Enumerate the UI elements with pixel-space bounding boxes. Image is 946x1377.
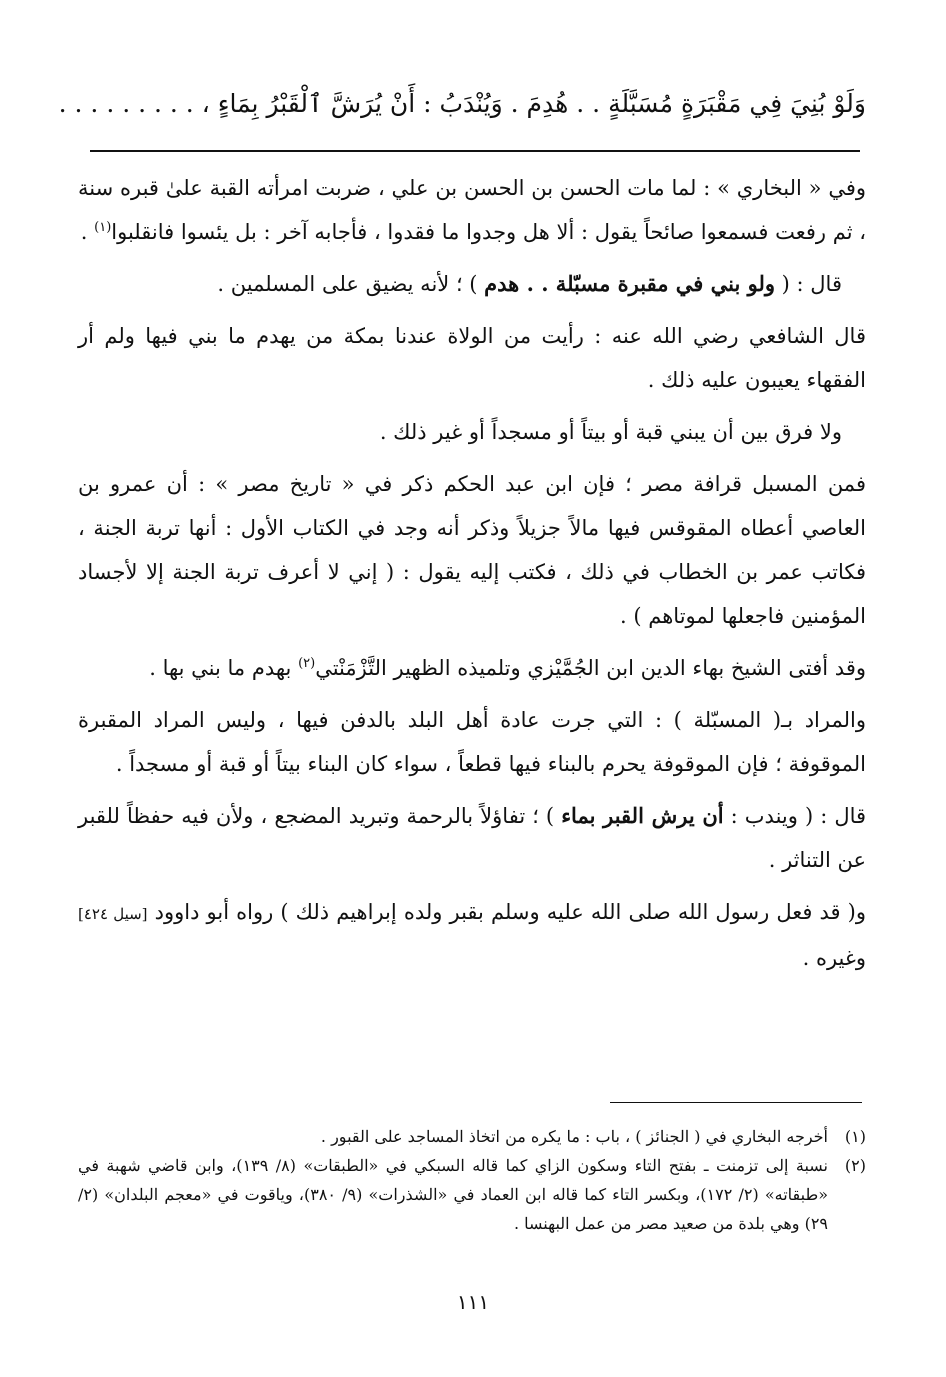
header-divider	[90, 150, 860, 152]
paragraph-6-text: وقد أفتى الشيخ بهاء الدين ابن الجُمَّيْزي وتلميذه الظهير التَّزْمَنْتي	[315, 656, 866, 680]
footnotes	[78, 1122, 866, 1238]
footnote-ref-2[interactable]: (٢)	[298, 656, 316, 671]
footnote-number: (١)	[844, 1127, 866, 1146]
footnote-1	[78, 1122, 866, 1151]
footnote-ref-1[interactable]: (١)	[94, 220, 112, 235]
header-dots: . . . . . . . . .	[58, 89, 194, 118]
paragraph-9-end: وغيره .	[802, 946, 866, 970]
paragraph-4: ولا فرق بين أن يبني قبة أو بيتاً أو مسجداً أو غير ذلك .	[379, 420, 842, 444]
paragraph-2-post: ) ؛ لأنه يضيق على المسلمين .	[217, 272, 485, 296]
paragraph-5: فمن المسبل قرافة مصر ؛ فإن ابن عبد الحكم ذكر في « تاريخ مصر » : أن عمرو بن العاصي أعطاه المقوقس فيها مالاً جزيلاً وذكر أنه وجد في الكتاب الأول : أنها تربة الجنة ، فكاتب عمر بن الخطاب في ذلك ، فكتب إليه يقول : ( إني لا أعرف تربة الجنة إلا لأجساد المؤمنين فاجعلها لموتاهم ) .	[78, 472, 866, 628]
page-number: ١١١	[456, 1290, 490, 1314]
matn-header-text: وَلَوْ بُنِيَ فِي مَقْبَرَةٍ مُسَبَّلَةٍ . . هُدِمَ . وَيُنْدَبُ : أَنْ يُرَشَّ ٱلْقَبْرُ بِمَاءٍ ،	[201, 89, 866, 118]
paragraph-1-text: وفي « البخاري » : لما مات الحسن بن الحسن بن علي ، ضربت امرأته القبة علىٰ قبره سنة ، ثم رفعت فسمعوا صائحاً يقول : ألا هل وجدوا ما فقدوا ، فأجابه آخر : بل يئسوا فانقلبوا	[78, 176, 866, 244]
commentary-body	[78, 166, 866, 980]
footnote-text: نسبة إلى تزمنت ـ بفتح التاء وسكون الزاي كما قاله السبكي في «الطبقات» (٨/ ١٣٩)، وابن قاضي شهبة في «طبقاته» (٢/ ١٧٢)، وبكسر التاء كما قاله ابن العماد في «الشذرات» (٩/ ٣٨٠)، وياقوت في «معجم البلدان» (٢/ ٢٩) وهي بلدة من صعيد مصر من عمل البهنسا .	[78, 1156, 829, 1233]
paragraph-8-post: ) ؛ تفاؤلاً بالرحمة وتبريد المضجع ، ولأن فيه حفظاً للقبر عن التناثر .	[78, 804, 866, 872]
paragraph-3: قال الشافعي رضي الله عنه : رأيت من الولاة عندنا بمكة من يهدم ما بني فيها ولم أر الفقهاء يعيبون عليه ذلك .	[78, 324, 866, 392]
paragraph-2-pre: قال : (	[775, 272, 842, 296]
paragraph-8	[78, 794, 866, 882]
paragraph-2	[78, 262, 866, 306]
matn-quote-2: أن يرش القبر بماء	[561, 803, 724, 828]
paragraph-1	[78, 166, 866, 254]
paragraph-8-pre: قال : ( ويندب :	[723, 804, 867, 828]
footnote-text: أخرجه البخاري في ( الجنائز ) ، باب : ما يكره من اتخاذ المساجد على القبور .	[320, 1127, 828, 1146]
footnote-2	[78, 1151, 866, 1238]
paragraph-9	[78, 890, 866, 980]
footnote-divider	[610, 1102, 862, 1103]
paragraph-7: والمراد بـ( المسبّلة ) : التي جرت عادة أهل البلد بالدفن فيها ، وليس المراد المقبرة الموقوفة ؛ فإن الموقوفة يحرم بالبناء فيها قطعاً ، سواء كان البناء بيتاً أو قبة أو مسجداً .	[78, 708, 866, 776]
paragraph-6-end: بهدم ما بني بها .	[149, 656, 299, 680]
matn-quote-1: ولو بني في مقبرة مسبّلة . . هدم	[484, 271, 775, 296]
paragraph-6	[78, 646, 866, 690]
hadith-citation: [سيل ٤٢٤]	[78, 905, 148, 923]
paragraph-9-text: و( قد فعل رسول الله صلى الله عليه وسلم بقبر ولده إبراهيم ذلك ) رواه أبو داوود	[147, 900, 866, 924]
footnote-number: (٢)	[844, 1156, 866, 1175]
matn-header-line	[58, 82, 866, 126]
paragraph-1-end: .	[80, 220, 95, 244]
